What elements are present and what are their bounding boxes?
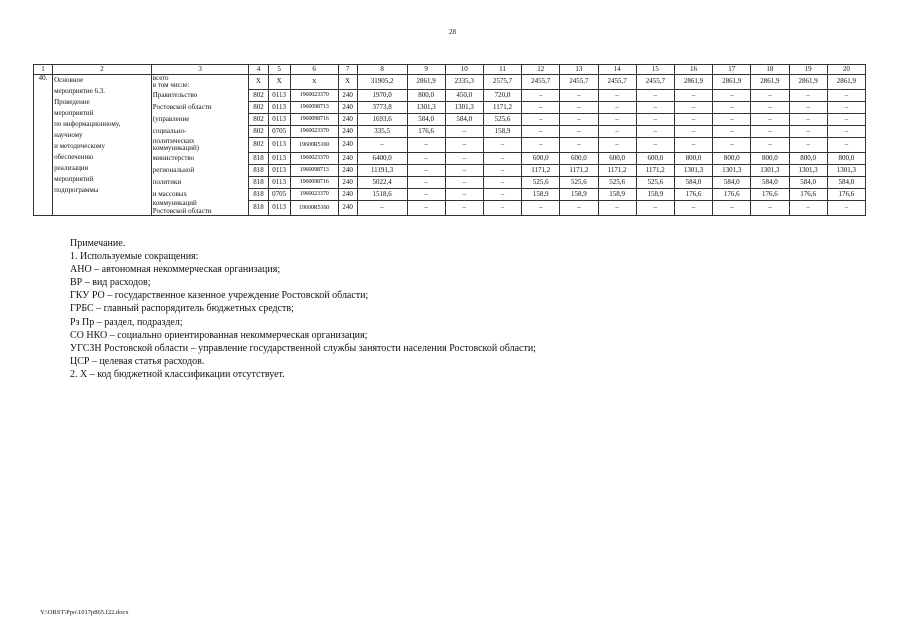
executor-cell bbox=[151, 138, 249, 153]
table-row bbox=[34, 114, 866, 126]
column-number-19: 19 bbox=[789, 65, 827, 75]
row-number-cell: 40. bbox=[34, 75, 53, 216]
activity-name-line: по информационному, bbox=[54, 120, 121, 128]
note-line: ВР – вид расходов; bbox=[70, 277, 151, 289]
value-cell: – bbox=[674, 138, 712, 153]
column-number-3: 3 bbox=[151, 65, 249, 75]
executor-text-line: Правительство bbox=[152, 91, 198, 100]
value-cell: 525,6 bbox=[636, 176, 674, 188]
value-cell: 600,0 bbox=[560, 152, 598, 164]
value-cell: 800,0 bbox=[789, 152, 827, 164]
executor-text-line: Ростовской области bbox=[152, 206, 212, 215]
value-cell: 584,0 bbox=[407, 114, 445, 126]
value-cell: 525,6 bbox=[560, 176, 598, 188]
value-cell: – bbox=[445, 200, 483, 215]
value-cell: X bbox=[290, 75, 338, 90]
value-cell: – bbox=[789, 138, 827, 153]
activity-name-line: обеспечению bbox=[54, 153, 94, 161]
value-cell: – bbox=[598, 90, 636, 102]
value-cell: 584,0 bbox=[713, 176, 751, 188]
value-cell: X bbox=[268, 75, 290, 90]
file-path-footer: Y:\ORST\Ppo\1017p865.f22.docx bbox=[40, 609, 129, 616]
executor-text-line: политических bbox=[152, 137, 195, 145]
table-row bbox=[34, 138, 866, 153]
value-cell: – bbox=[560, 102, 598, 114]
value-cell: 2455,7 bbox=[560, 75, 598, 90]
executor-cell bbox=[151, 114, 249, 126]
value-cell: – bbox=[407, 176, 445, 188]
value-cell: 525,6 bbox=[522, 176, 560, 188]
value-cell: 0113 bbox=[268, 90, 290, 102]
executor-cell bbox=[151, 90, 249, 102]
executor-text-line: социально- bbox=[152, 127, 187, 136]
value-cell: – bbox=[636, 126, 674, 138]
value-cell: X bbox=[338, 75, 357, 90]
value-cell: – bbox=[598, 114, 636, 126]
value-cell: 240 bbox=[338, 152, 357, 164]
value-cell: 176,6 bbox=[827, 188, 865, 200]
value-cell: 176,6 bbox=[751, 188, 789, 200]
value-cell: – bbox=[751, 90, 789, 102]
value-cell: 0705 bbox=[268, 188, 290, 200]
column-number-10: 10 bbox=[445, 65, 483, 75]
value-cell: 450,0 bbox=[445, 90, 483, 102]
value-cell: – bbox=[598, 126, 636, 138]
value-cell: 1171,2 bbox=[560, 164, 598, 176]
value-cell: 800,0 bbox=[674, 152, 712, 164]
column-number-15: 15 bbox=[636, 65, 674, 75]
executor-cell bbox=[151, 152, 249, 164]
value-cell: – bbox=[636, 200, 674, 215]
note-line: УГСЗН Ростовской области – управление государственной службы занятости населения Ростовской области; bbox=[70, 342, 536, 354]
value-cell: – bbox=[827, 90, 865, 102]
column-number-1: 1 bbox=[34, 65, 53, 75]
value-cell: 3773,8 bbox=[357, 102, 407, 114]
value-cell: 1301,3 bbox=[789, 164, 827, 176]
value-cell: 1301,3 bbox=[407, 102, 445, 114]
table-row bbox=[34, 90, 866, 102]
value-cell: – bbox=[789, 200, 827, 215]
value-cell: 335,5 bbox=[357, 126, 407, 138]
value-cell: 19600R5160 bbox=[290, 200, 338, 215]
value-cell: – bbox=[598, 200, 636, 215]
value-cell: 600,0 bbox=[598, 152, 636, 164]
value-cell: – bbox=[483, 188, 521, 200]
value-cell: – bbox=[357, 200, 407, 215]
value-cell: – bbox=[522, 90, 560, 102]
value-cell: 240 bbox=[338, 126, 357, 138]
page-number: 28 bbox=[449, 28, 456, 36]
value-cell: 1301,3 bbox=[751, 164, 789, 176]
column-number-2: 2 bbox=[53, 65, 152, 75]
value-cell: – bbox=[827, 126, 865, 138]
note-line: СО НКО – социально ориентированная некоммерческая организация; bbox=[70, 329, 368, 341]
value-cell: – bbox=[713, 126, 751, 138]
value-cell: – bbox=[407, 152, 445, 164]
column-number-5: 5 bbox=[268, 65, 290, 75]
executor-text-line: Ростовской области bbox=[152, 103, 212, 112]
table-row bbox=[34, 152, 866, 164]
value-cell: – bbox=[560, 138, 598, 153]
value-cell: – bbox=[713, 114, 751, 126]
table-row bbox=[34, 164, 866, 176]
value-cell: 176,6 bbox=[674, 188, 712, 200]
executor-text-line: министерство bbox=[152, 153, 195, 162]
value-cell: 818 bbox=[249, 176, 268, 188]
value-cell: 802 bbox=[249, 126, 268, 138]
value-cell: – bbox=[674, 126, 712, 138]
note-line: АНО – автономная некоммерческая организация; bbox=[70, 264, 281, 276]
value-cell: 176,6 bbox=[407, 126, 445, 138]
executor-text-line: и массовых bbox=[152, 189, 187, 198]
value-cell: – bbox=[827, 102, 865, 114]
column-number-8: 8 bbox=[357, 65, 407, 75]
value-cell: 1171,2 bbox=[483, 102, 521, 114]
value-cell: 176,6 bbox=[713, 188, 751, 200]
column-number-12: 12 bbox=[522, 65, 560, 75]
column-number-20: 20 bbox=[827, 65, 865, 75]
value-cell: – bbox=[407, 200, 445, 215]
executor-cell bbox=[151, 164, 249, 176]
value-cell: 1518,6 bbox=[357, 188, 407, 200]
value-cell: – bbox=[827, 138, 865, 153]
value-cell: 818 bbox=[249, 188, 268, 200]
note-line: Рз Пр – раздел, подраздел; bbox=[70, 316, 183, 328]
value-cell: 6400,0 bbox=[357, 152, 407, 164]
executor-cell bbox=[151, 126, 249, 138]
value-cell: – bbox=[407, 164, 445, 176]
activity-name-line: подпрограммы bbox=[54, 186, 99, 194]
value-cell: – bbox=[827, 114, 865, 126]
value-cell: – bbox=[789, 126, 827, 138]
value-cell: 720,0 bbox=[483, 90, 521, 102]
value-cell: 1960098713 bbox=[290, 164, 338, 176]
table-row bbox=[34, 102, 866, 114]
value-cell: 802 bbox=[249, 90, 268, 102]
executor-text-line: коммуникаций bbox=[152, 200, 197, 208]
value-cell: – bbox=[598, 138, 636, 153]
value-cell: – bbox=[445, 188, 483, 200]
value-cell: 240 bbox=[338, 102, 357, 114]
value-cell: – bbox=[636, 138, 674, 153]
executor-text-line: региональной bbox=[152, 165, 195, 174]
value-cell: – bbox=[483, 152, 521, 164]
value-cell: – bbox=[445, 126, 483, 138]
note-line: Примечание. bbox=[70, 238, 126, 249]
table-row bbox=[34, 176, 866, 188]
value-cell: – bbox=[483, 138, 521, 153]
value-cell: – bbox=[636, 90, 674, 102]
value-cell: – bbox=[522, 114, 560, 126]
value-cell: 818 bbox=[249, 200, 268, 215]
value-cell: – bbox=[751, 126, 789, 138]
value-cell: – bbox=[445, 176, 483, 188]
value-cell: 0113 bbox=[268, 164, 290, 176]
value-cell: 1301,3 bbox=[445, 102, 483, 114]
value-cell: 2861,9 bbox=[713, 75, 751, 90]
value-cell: 158,9 bbox=[598, 188, 636, 200]
value-cell: – bbox=[827, 200, 865, 215]
value-cell: – bbox=[789, 102, 827, 114]
value-cell: 584,0 bbox=[674, 176, 712, 188]
value-cell: – bbox=[674, 114, 712, 126]
value-cell: 240 bbox=[338, 188, 357, 200]
value-cell: 1960098713 bbox=[290, 102, 338, 114]
column-number-11: 11 bbox=[483, 65, 521, 75]
value-cell: 800,0 bbox=[751, 152, 789, 164]
column-number-18: 18 bbox=[751, 65, 789, 75]
note-line: ЦСР – целевая статья расходов. bbox=[70, 355, 205, 367]
budget-table bbox=[33, 64, 866, 216]
note-line: ГКУ РО – государственное казенное учреждение Ростовской области; bbox=[70, 290, 369, 302]
value-cell: 2861,9 bbox=[674, 75, 712, 90]
column-number-4: 4 bbox=[249, 65, 268, 75]
value-cell: 19600R5160 bbox=[290, 138, 338, 153]
table-row bbox=[34, 126, 866, 138]
table-header-row bbox=[34, 65, 866, 75]
value-cell: 800,0 bbox=[713, 152, 751, 164]
value-cell: – bbox=[636, 102, 674, 114]
value-cell: – bbox=[560, 90, 598, 102]
value-cell: 0705 bbox=[268, 126, 290, 138]
table-row bbox=[34, 75, 866, 90]
value-cell: X bbox=[249, 75, 268, 90]
value-cell: 1301,3 bbox=[674, 164, 712, 176]
executor-text-line: всего bbox=[152, 74, 169, 82]
activity-name-line: мероприятий bbox=[54, 175, 94, 183]
note-line: 2. Х – код бюджетной классификации отсутствует. bbox=[70, 368, 285, 380]
value-cell: 11191,3 bbox=[357, 164, 407, 176]
value-cell: 240 bbox=[338, 200, 357, 215]
value-cell: – bbox=[445, 138, 483, 153]
value-cell: 240 bbox=[338, 90, 357, 102]
value-cell: 0113 bbox=[268, 138, 290, 153]
value-cell: 584,0 bbox=[789, 176, 827, 188]
value-cell: 31905,2 bbox=[357, 75, 407, 90]
value-cell: – bbox=[674, 102, 712, 114]
value-cell: 1960023370 bbox=[290, 126, 338, 138]
executor-cell bbox=[151, 176, 249, 188]
activity-name-line: реализации bbox=[54, 164, 89, 172]
value-cell: 158,9 bbox=[522, 188, 560, 200]
value-cell: – bbox=[407, 188, 445, 200]
value-cell: 1301,3 bbox=[827, 164, 865, 176]
value-cell: – bbox=[713, 102, 751, 114]
value-cell: – bbox=[674, 90, 712, 102]
value-cell: 1301,3 bbox=[713, 164, 751, 176]
value-cell: 600,0 bbox=[636, 152, 674, 164]
value-cell: 525,6 bbox=[483, 114, 521, 126]
value-cell: 584,0 bbox=[445, 114, 483, 126]
executor-cell bbox=[151, 200, 249, 215]
column-number-16: 16 bbox=[674, 65, 712, 75]
activity-name-cell bbox=[53, 75, 152, 216]
column-number-7: 7 bbox=[338, 65, 357, 75]
value-cell: – bbox=[598, 102, 636, 114]
value-cell: 158,9 bbox=[483, 126, 521, 138]
value-cell: 584,0 bbox=[751, 176, 789, 188]
value-cell: 158,9 bbox=[636, 188, 674, 200]
column-number-14: 14 bbox=[598, 65, 636, 75]
value-cell: 240 bbox=[338, 164, 357, 176]
value-cell: 1693,6 bbox=[357, 114, 407, 126]
value-cell: 240 bbox=[338, 114, 357, 126]
activity-name-line: научному bbox=[54, 131, 83, 139]
value-cell: – bbox=[483, 176, 521, 188]
table-row bbox=[34, 188, 866, 200]
value-cell: 2861,9 bbox=[827, 75, 865, 90]
value-cell: 1960023370 bbox=[290, 188, 338, 200]
value-cell: 818 bbox=[249, 152, 268, 164]
value-cell: 800,0 bbox=[827, 152, 865, 164]
value-cell: – bbox=[522, 102, 560, 114]
executor-cell bbox=[151, 188, 249, 200]
value-cell: 584,0 bbox=[827, 176, 865, 188]
table-row bbox=[34, 200, 866, 215]
value-cell: 2861,9 bbox=[751, 75, 789, 90]
value-cell: – bbox=[713, 138, 751, 153]
value-cell: – bbox=[751, 200, 789, 215]
value-cell: – bbox=[483, 200, 521, 215]
value-cell: 2861,9 bbox=[789, 75, 827, 90]
executor-text-line: коммуникаций) bbox=[152, 144, 200, 153]
value-cell: 2455,7 bbox=[598, 75, 636, 90]
executor-text-line: политики bbox=[152, 177, 182, 186]
value-cell: 240 bbox=[338, 176, 357, 188]
value-cell: – bbox=[522, 200, 560, 215]
executor-text-line: в том числе: bbox=[152, 81, 190, 90]
value-cell: – bbox=[674, 200, 712, 215]
value-cell: 800,0 bbox=[407, 90, 445, 102]
activity-name-line: Проведение bbox=[54, 98, 90, 106]
activity-name-line: и методическому bbox=[54, 142, 105, 150]
value-cell: 600,0 bbox=[522, 152, 560, 164]
value-cell: 1171,2 bbox=[522, 164, 560, 176]
value-cell: – bbox=[560, 200, 598, 215]
value-cell: – bbox=[522, 138, 560, 153]
value-cell: 158,9 bbox=[560, 188, 598, 200]
value-cell: 1171,2 bbox=[636, 164, 674, 176]
value-cell: 2575,7 bbox=[483, 75, 521, 90]
executor-cell bbox=[151, 102, 249, 114]
column-number-9: 9 bbox=[407, 65, 445, 75]
value-cell: – bbox=[483, 164, 521, 176]
executor-cell bbox=[151, 75, 249, 90]
value-cell: 818 bbox=[249, 164, 268, 176]
value-cell: 0113 bbox=[268, 152, 290, 164]
value-cell: 802 bbox=[249, 114, 268, 126]
notes-section bbox=[70, 237, 536, 381]
value-cell: 1970,0 bbox=[357, 90, 407, 102]
value-cell: 2455,7 bbox=[522, 75, 560, 90]
value-cell: – bbox=[445, 152, 483, 164]
value-cell: 0113 bbox=[268, 114, 290, 126]
value-cell: 1960023370 bbox=[290, 90, 338, 102]
value-cell: 5022,4 bbox=[357, 176, 407, 188]
value-cell: – bbox=[713, 200, 751, 215]
activity-name-line: мероприятие 6.3. bbox=[54, 87, 106, 95]
value-cell: – bbox=[560, 114, 598, 126]
value-cell: 0113 bbox=[268, 176, 290, 188]
activity-name-line: мероприятий bbox=[54, 109, 94, 117]
value-cell: – bbox=[789, 114, 827, 126]
value-cell: – bbox=[407, 138, 445, 153]
executor-text-line: (управление bbox=[152, 115, 190, 124]
value-cell: – bbox=[713, 90, 751, 102]
column-number-17: 17 bbox=[713, 65, 751, 75]
value-cell: – bbox=[522, 126, 560, 138]
column-number-6: 6 bbox=[290, 65, 338, 75]
value-cell: 0113 bbox=[268, 102, 290, 114]
value-cell: 240 bbox=[338, 138, 357, 153]
value-cell: 1171,2 bbox=[598, 164, 636, 176]
value-cell: – bbox=[789, 90, 827, 102]
value-cell: 1960098716 bbox=[290, 114, 338, 126]
value-cell: 525,6 bbox=[598, 176, 636, 188]
value-cell: 802 bbox=[249, 102, 268, 114]
value-cell: – bbox=[751, 102, 789, 114]
value-cell: 1960098716 bbox=[290, 176, 338, 188]
note-line: ГРБС – главный распорядитель бюджетных средств; bbox=[70, 303, 294, 315]
value-cell: 2335,3 bbox=[445, 75, 483, 90]
value-cell: 802 bbox=[249, 138, 268, 153]
value-cell: 2861,9 bbox=[407, 75, 445, 90]
activity-name-line: Основное bbox=[54, 76, 84, 84]
value-cell: – bbox=[445, 164, 483, 176]
value-cell: – bbox=[751, 138, 789, 153]
column-number-13: 13 bbox=[560, 65, 598, 75]
value-cell: – bbox=[751, 114, 789, 126]
value-cell: – bbox=[636, 114, 674, 126]
value-cell: – bbox=[560, 126, 598, 138]
value-cell: 2455,7 bbox=[636, 75, 674, 90]
value-cell: 176,6 bbox=[789, 188, 827, 200]
value-cell: – bbox=[357, 138, 407, 153]
value-cell: 0113 bbox=[268, 200, 290, 215]
value-cell: 1960023370 bbox=[290, 152, 338, 164]
note-line: 1. Используемые сокращения: bbox=[70, 251, 199, 263]
